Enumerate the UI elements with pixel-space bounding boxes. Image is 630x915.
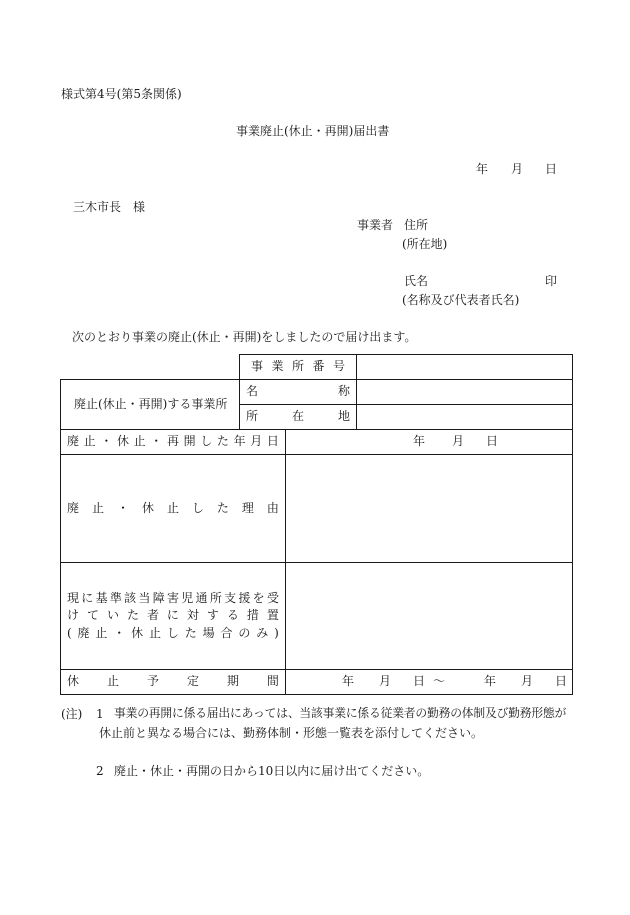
change-date-label: 廃 止 ・ 休 止 ・ 再 開 し た 年 月 日 xyxy=(61,430,286,455)
applicant-name-label: 氏名 xyxy=(404,274,429,288)
form-title: 事業廃止(休止・再開)届出書 xyxy=(236,124,390,138)
applicant-address-sub: (所在地) xyxy=(402,237,448,251)
office-number-label: 事 業 所 番 号 xyxy=(240,355,357,380)
office-location-label: 所 在 地 xyxy=(240,405,357,430)
submission-date-day: 日 xyxy=(545,162,558,176)
applicant-role: 事業者 xyxy=(357,218,394,232)
applicant-address-label: 住所 xyxy=(404,218,429,232)
measures-label: 現 に 基 準 該 当 障 害 児 通 所 支 援 を 受 け て い た 者 に 対 す る 措 置 ( 廃 止 ・ 休 止 し た 場 合 の み ) xyxy=(61,563,286,670)
note-1-number: 1 xyxy=(96,707,104,721)
reason-label: 廃 止 ・ 休 止 し た 理 由 xyxy=(61,455,286,563)
note-1-line-1: 事業の再開に係る届出にあっては、当該事業に係る従業者の勤務の体制及び勤務形態が xyxy=(114,706,567,720)
office-location-field[interactable] xyxy=(357,405,573,430)
applicant-name-sub: (名称及び代表者氏名) xyxy=(402,293,520,307)
intro-text: 次のとおり事業の廃止(休止・再開)をしましたので届け出ます。 xyxy=(72,330,417,344)
office-name-field[interactable] xyxy=(357,380,573,405)
note-1-line-2: 休止前と異なる場合には、勤務体制・形態一覧表を添付してください。 xyxy=(99,726,484,740)
notification-table xyxy=(60,354,573,695)
note-2-line-1: 廃止・休止・再開の日から10日以内に届け出てください。 xyxy=(114,764,430,778)
suspension-period-label: 休 止 予 定 期 間 xyxy=(61,670,286,695)
addressee: 三木市長 様 xyxy=(73,200,146,214)
office-group-label: 廃止(休止・再開)する事業所 xyxy=(61,380,240,430)
blank-cell xyxy=(61,355,240,380)
note-2-number: 2 xyxy=(96,764,104,778)
change-date-field[interactable]: 年 月 日 xyxy=(286,430,573,455)
submission-date-year: 年 xyxy=(476,162,489,176)
office-number-field[interactable] xyxy=(357,355,573,380)
notes-prefix: (注) xyxy=(61,707,83,721)
reason-field[interactable] xyxy=(286,455,573,563)
suspension-period-field[interactable]: 年 月 日 ～ 年 月 日 xyxy=(286,670,573,695)
form-number: 様式第4号(第5条関係) xyxy=(61,87,182,101)
seal-mark: 印 xyxy=(545,274,558,288)
office-name-label: 名 称 xyxy=(240,380,357,405)
submission-date-month: 月 xyxy=(511,162,524,176)
measures-field[interactable] xyxy=(286,563,573,670)
